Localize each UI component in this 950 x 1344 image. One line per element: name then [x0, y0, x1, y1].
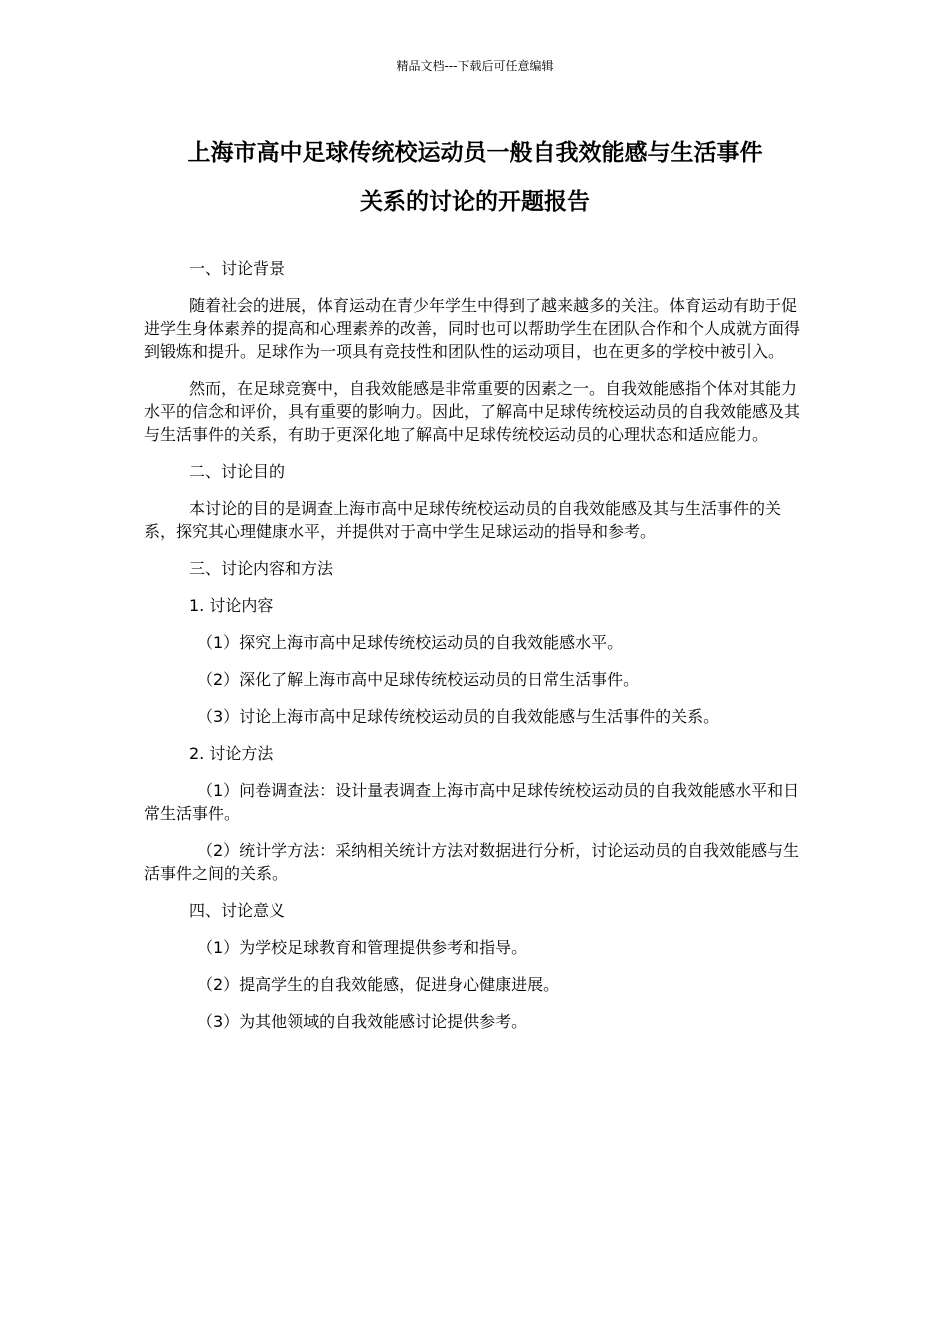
section-heading-content-methods: 三、讨论内容和方法: [189, 559, 334, 578]
section-heading-significance: 四、讨论意义: [189, 901, 286, 920]
paragraph-background-2: 然而，在足球竞赛中，自我效能感是非常重要的因素之一。自我效能感指个体对其能力水平的信念和评价，具有重要的影响力。因此，了解高中足球传统校运动员的自我效能感及其与生活事件的关系，有助于更深化地了解高中足球传统校运动员的心理状态和适应能力。: [144, 379, 801, 444]
document-body: [144, 257, 806, 1047]
significance-item-1: （1）为学校足球教育和管理提供参考和指导。: [197, 938, 528, 957]
paragraph-background-1: 随着社会的进展，体育运动在青少年学生中得到了越来越多的关注。体育运动有助于促进学生身体素养的提高和心理素养的改善，同时也可以帮助学生在团队合作和个人成就方面得到锻炼和提升。足球作为一项具有竞技性和团队性的运动项目，也在更多的学校中被引入。: [144, 296, 801, 361]
section-heading-purpose: 二、讨论目的: [189, 462, 286, 481]
page-header: 精品文档---下载后可任意编辑: [396, 59, 554, 73]
content-item-3: （3）讨论上海市高中足球传统校运动员的自我效能感与生活事件的关系。: [197, 707, 720, 726]
content-item-2: （2）深化了解上海市高中足球传统校运动员的日常生活事件。: [197, 670, 640, 689]
significance-item-2: （2）提高学生的自我效能感，促进身心健康进展。: [197, 975, 560, 994]
method-item-1: （1）问卷调查法：设计量表调查上海市高中足球传统校运动员的自我效能感水平和日常生活事件。: [144, 781, 800, 823]
subheading-methods: 2. 讨论方法: [189, 744, 274, 763]
subheading-content: 1. 讨论内容: [189, 596, 274, 615]
significance-item-3: （3）为其他领域的自我效能感讨论提供参考。: [197, 1012, 528, 1031]
content-item-1: （1）探究上海市高中足球传统校运动员的自我效能感水平。: [197, 633, 624, 652]
document-title-line-1: 上海市高中足球传统校运动员一般自我效能感与生活事件: [187, 140, 763, 166]
method-item-2: （2）统计学方法：采纳相关统计方法对数据进行分析，讨论运动员的自我效能感与生活事件之间的关系。: [144, 841, 800, 883]
document-title-line-2: 关系的讨论的开题报告: [360, 189, 590, 215]
paragraph-purpose: 本讨论的目的是调查上海市高中足球传统校运动员的自我效能感及其与生活事件的关系，探究其心理健康水平，并提供对于高中学生足球运动的指导和参考。: [144, 499, 782, 541]
section-heading-background: 一、讨论背景: [189, 259, 286, 278]
